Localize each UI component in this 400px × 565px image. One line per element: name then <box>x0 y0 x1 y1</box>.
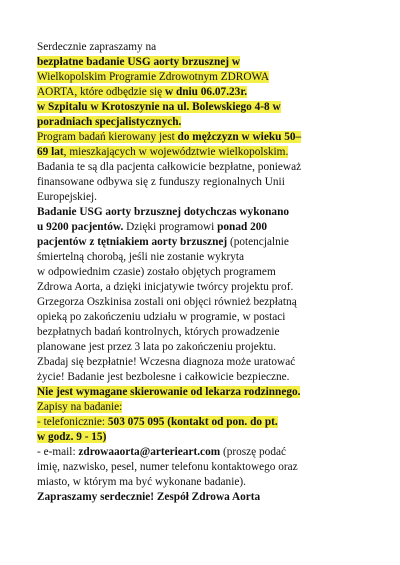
email-note: (proszę podać <box>220 446 286 458</box>
email-label: - e-mail: <box>37 446 79 458</box>
exam-location-cont: poradniach specjalistycznych. <box>37 116 182 128</box>
body-text: opieką po zakończeniu udziału w programie, w postaci <box>37 311 286 323</box>
aneurysm-line <box>37 235 289 250</box>
funding-line-2 <box>37 190 97 205</box>
exam-location: w Szpitalu w Krotoszynie na ul. Bolewskiego 4-8 w <box>37 101 281 113</box>
body-line-22 <box>37 355 295 370</box>
email-note-cont: imię, nazwisko, pesel, numer telefonu kontaktowego oraz <box>37 461 298 473</box>
no-referral-line <box>37 385 300 400</box>
phone-number: 503 075 095 (kontakt od pon. do pt. <box>107 416 278 428</box>
phone-label: - telefonicznie: <box>37 416 108 428</box>
no-referral-highlight <box>37 386 300 398</box>
date-line <box>37 85 247 100</box>
phone-line <box>37 415 278 430</box>
exam-title: bezpłatne badanie USG aorty brzusznej w <box>37 56 241 68</box>
email-line <box>37 445 286 460</box>
exam-title-highlight <box>37 56 240 68</box>
body-line-21 <box>37 340 276 355</box>
no-referral-text: Nie jest wymagane skierowanie od lekarza rodzinnego. <box>37 386 301 398</box>
signup-heading-line <box>37 400 122 415</box>
residence-text: , mieszkających w województwie wielkopolskim. <box>63 146 289 158</box>
signup-heading: Zapisy na badanie: <box>37 401 123 413</box>
body-line-17 <box>37 280 293 295</box>
funding-line <box>37 175 285 190</box>
email-note-cont-2: miasto, w którym ma być wykonane badanie). <box>37 476 246 488</box>
exam-date: w dniu 06.07.23r. <box>164 86 248 98</box>
body-line-15 <box>37 250 244 265</box>
location-line-2 <box>37 115 181 130</box>
target-group: do mężczyzn w wieku 50– <box>177 131 302 143</box>
age-range: 69 lat <box>37 146 64 158</box>
age-highlight <box>37 146 288 158</box>
aneurysm-patients: pacjentów z tętniakiem aorty brzusznej <box>37 236 228 248</box>
email-note-line-2 <box>37 475 246 490</box>
location-line <box>37 100 281 115</box>
stats-heading-line <box>37 205 289 220</box>
location-highlight <box>37 101 281 113</box>
closing-signature: Zapraszamy serdecznie! Zespół Zdrowa Aorta <box>37 491 261 503</box>
program-name: Wielkopolskim Programie Zdrowotnym ZDROWA <box>37 71 270 83</box>
invitation-line <box>37 40 156 55</box>
free-line <box>37 160 301 175</box>
patient-count: u 9200 pacjentów. <box>37 221 124 233</box>
body-text: Zdrowa Aorta, a dzięki inicjatywie twórcy projektu prof. <box>37 281 294 293</box>
location-highlight-2 <box>37 116 181 128</box>
phone-hours-line <box>37 430 106 445</box>
phone-hours: w godz. 9 - 15) <box>37 431 107 443</box>
body-text: Grzegorza Oszkinisa zostali oni objęci również bezpłatną <box>37 296 297 308</box>
free-text: Badania te są dla pacjenta całkowicie bezpłatne, ponieważ <box>37 161 302 173</box>
aneurysm-count: ponad 200 <box>217 221 268 233</box>
funding-text: finansowane odbywa się z funduszy regionalnych Unii <box>37 176 285 188</box>
date-highlight <box>37 86 247 98</box>
body-line-18 <box>37 295 297 310</box>
closing-line <box>37 490 260 505</box>
date-intro: AORTA, które odbędzie się <box>37 86 165 98</box>
body-text: śmiertelną chorobą, jeśli nie zostanie wykryta <box>37 251 245 263</box>
stats-heading: Badanie USG aorty brzusznej dotychczas wykonano <box>37 206 289 218</box>
exam-title-line <box>37 55 240 70</box>
body-text: planowane jest przez 3 lata po zakończeniu projektu. <box>37 341 277 353</box>
body-line-20 <box>37 325 279 340</box>
program-line <box>37 70 269 85</box>
stats-line <box>37 220 267 235</box>
phone-hours-highlight <box>37 431 106 443</box>
phone-highlight <box>37 416 278 428</box>
funding-text-cont: Europejskiej. <box>37 191 97 203</box>
aneurysm-note: (potencjalnie <box>227 236 289 248</box>
target-line <box>37 130 301 145</box>
target-intro: Program badań kierowany jest <box>37 131 178 143</box>
stats-text: Dzięki programowi <box>123 221 218 233</box>
body-text: Zbadaj się bezpłatnie! Wczesna diagnoza może uratować <box>37 356 296 368</box>
email-address: zdrowaaorta@arterieart.com <box>78 446 221 458</box>
body-text: życie! Badanie jest bezbolesne i całkowicie bezpieczne. <box>37 371 290 383</box>
body-text: w odpowiednim czasie) zostało objętych programem <box>37 266 276 278</box>
body-line-16 <box>37 265 276 280</box>
email-note-line <box>37 460 298 475</box>
age-line <box>37 145 288 160</box>
target-highlight <box>37 131 301 143</box>
body-line-19 <box>37 310 285 325</box>
body-text: bezpłatnych badań kontrolnych, których prowadzenie <box>37 326 280 338</box>
body-line-23 <box>37 370 289 385</box>
invitation-text: Serdecznie zapraszamy na <box>37 41 157 53</box>
